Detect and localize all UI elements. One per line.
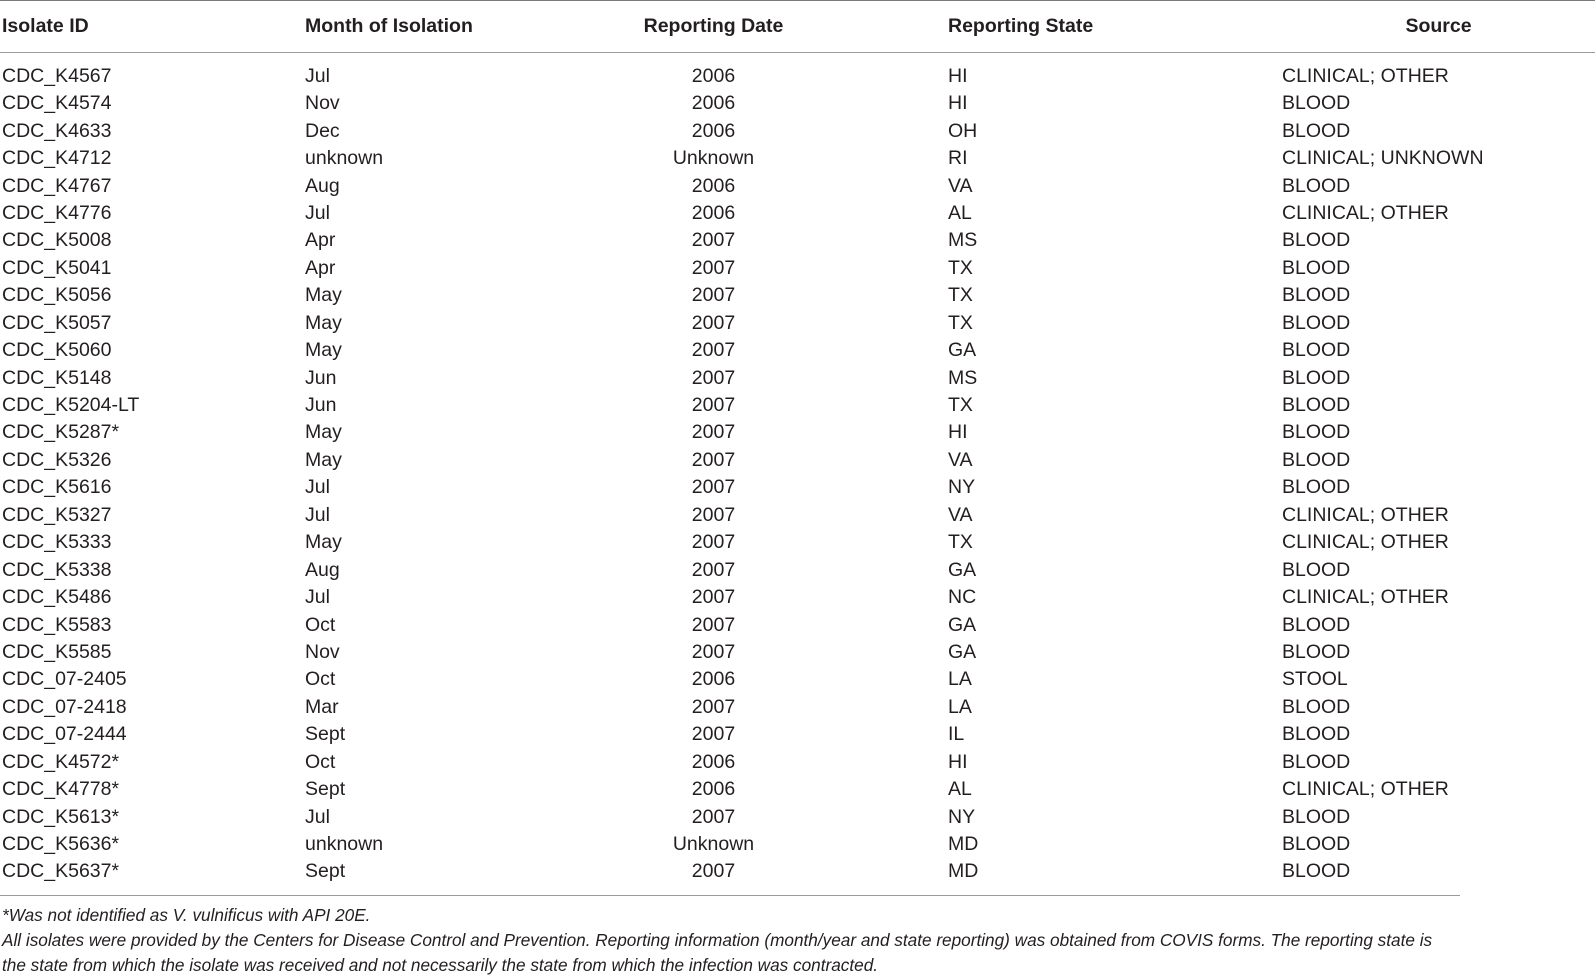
cell-reporting-date: 2007 bbox=[691, 805, 736, 828]
cell-reporting-date: 2007 bbox=[691, 640, 736, 663]
cell-source: BLOOD bbox=[1282, 613, 1351, 636]
cell-month-of-isolation: Apr bbox=[305, 256, 336, 279]
cell-reporting-state: TX bbox=[948, 531, 973, 554]
cell-month-of-isolation: Jul bbox=[305, 476, 330, 499]
cell-isolate-id: CDC_K5057 bbox=[2, 311, 112, 334]
cell-isolate-id: CDC_K5326 bbox=[2, 448, 112, 471]
cell-isolate-id: CDC_K5056 bbox=[2, 284, 112, 307]
cell-reporting-date: 2007 bbox=[691, 695, 736, 718]
table-row bbox=[0, 474, 1595, 501]
cell-month-of-isolation: Nov bbox=[305, 92, 340, 115]
cell-reporting-state: GA bbox=[948, 640, 977, 663]
cell-source: BLOOD bbox=[1282, 284, 1351, 307]
cell-reporting-state: MD bbox=[948, 860, 979, 883]
cell-reporting-date: 2006 bbox=[691, 201, 736, 224]
table-row bbox=[0, 639, 1595, 666]
cell-reporting-state: GA bbox=[948, 613, 977, 636]
cell-month-of-isolation: unknown bbox=[305, 833, 384, 856]
cell-reporting-state: TX bbox=[948, 311, 973, 334]
cell-month-of-isolation: Sept bbox=[305, 860, 346, 883]
cell-isolate-id: CDC_K5613* bbox=[2, 805, 120, 828]
cell-reporting-date: 2007 bbox=[691, 558, 736, 581]
header-reporting-date: Reporting Date bbox=[643, 15, 784, 37]
cell-reporting-date: 2007 bbox=[691, 366, 736, 389]
cell-reporting-state: VA bbox=[948, 448, 973, 471]
cell-source: CLINICAL; OTHER bbox=[1282, 531, 1449, 554]
cell-reporting-state: MD bbox=[948, 833, 979, 856]
cell-reporting-date: 2007 bbox=[691, 503, 736, 526]
cell-reporting-date: 2006 bbox=[691, 65, 736, 87]
cell-source: BLOOD bbox=[1282, 92, 1351, 115]
table-footnotes bbox=[2, 903, 1460, 978]
cell-isolate-id: CDC_K4574 bbox=[2, 92, 112, 115]
cell-reporting-state: HI bbox=[948, 65, 968, 87]
cell-reporting-date: 2007 bbox=[691, 339, 736, 362]
cell-month-of-isolation: Jul bbox=[305, 586, 330, 609]
cell-month-of-isolation: May bbox=[305, 311, 342, 334]
cell-reporting-date: 2007 bbox=[691, 394, 736, 417]
cell-source: CLINICAL; OTHER bbox=[1282, 201, 1449, 224]
table-row bbox=[0, 172, 1595, 199]
table-row bbox=[0, 803, 1595, 830]
cell-reporting-state: LA bbox=[948, 695, 972, 718]
cell-isolate-id: CDC_K5583 bbox=[2, 613, 112, 636]
cell-month-of-isolation: Oct bbox=[305, 613, 336, 636]
table-row bbox=[0, 282, 1595, 309]
cell-isolate-id: CDC_K4567 bbox=[2, 65, 112, 87]
cell-reporting-state: AL bbox=[948, 201, 972, 224]
cell-reporting-date: 2006 bbox=[691, 668, 736, 691]
cell-isolate-id: CDC_K5327 bbox=[2, 503, 112, 526]
cell-isolate-id: CDC_K5008 bbox=[2, 229, 112, 252]
table-row bbox=[0, 255, 1595, 282]
table-row bbox=[0, 364, 1595, 391]
cell-isolate-id: CDC_K5585 bbox=[2, 640, 112, 663]
cell-isolate-id: CDC_K4776 bbox=[2, 201, 112, 224]
cell-reporting-state: NC bbox=[948, 586, 977, 609]
cell-isolate-id: CDC_K4633 bbox=[2, 119, 112, 142]
cell-month-of-isolation: Apr bbox=[305, 229, 336, 252]
cell-reporting-date: 2006 bbox=[691, 174, 736, 197]
cell-reporting-state: IL bbox=[948, 723, 965, 746]
cell-isolate-id: CDC_07-2405 bbox=[2, 668, 127, 691]
cell-source: BLOOD bbox=[1282, 394, 1351, 417]
table-row bbox=[0, 227, 1595, 254]
cell-reporting-state: VA bbox=[948, 503, 973, 526]
cell-source: BLOOD bbox=[1282, 750, 1351, 773]
table-row bbox=[0, 502, 1595, 529]
cell-source: BLOOD bbox=[1282, 119, 1351, 142]
table-row bbox=[0, 310, 1595, 337]
cell-month-of-isolation: May bbox=[305, 421, 342, 444]
cell-source: CLINICAL; OTHER bbox=[1282, 503, 1449, 526]
cell-reporting-date: 2007 bbox=[691, 229, 736, 252]
cell-month-of-isolation: Jul bbox=[305, 805, 330, 828]
cell-source: BLOOD bbox=[1282, 476, 1351, 499]
cell-isolate-id: CDC_K5637* bbox=[2, 860, 120, 883]
table-row bbox=[0, 858, 1595, 894]
cell-isolate-id: CDC_K5287* bbox=[2, 421, 120, 444]
cell-source: BLOOD bbox=[1282, 421, 1351, 444]
table-row bbox=[0, 200, 1595, 227]
cell-month-of-isolation: Oct bbox=[305, 750, 336, 773]
header-row bbox=[0, 1, 1595, 53]
cell-reporting-state: AL bbox=[948, 778, 972, 801]
header-reporting-state: Reporting State bbox=[948, 15, 1094, 37]
cell-source: CLINICAL; UNKNOWN bbox=[1282, 147, 1484, 170]
cell-isolate-id: CDC_K5041 bbox=[2, 256, 112, 279]
table-row bbox=[0, 117, 1595, 144]
cell-reporting-state: HI bbox=[948, 421, 968, 444]
cell-isolate-id: CDC_K5060 bbox=[2, 339, 112, 362]
header-month-of-isolation: Month of Isolation bbox=[305, 15, 473, 37]
cell-month-of-isolation: Nov bbox=[305, 640, 340, 663]
cell-isolate-id: CDC_K5636* bbox=[2, 833, 120, 856]
cell-reporting-date: Unknown bbox=[672, 833, 755, 856]
cell-reporting-date: 2007 bbox=[691, 256, 736, 279]
cell-isolate-id: CDC_07-2418 bbox=[2, 695, 127, 718]
cell-reporting-date: 2006 bbox=[691, 750, 736, 773]
cell-isolate-id: CDC_K5333 bbox=[2, 531, 112, 554]
table-row bbox=[0, 666, 1595, 693]
cell-month-of-isolation: May bbox=[305, 531, 342, 554]
table-row bbox=[0, 584, 1595, 611]
cell-isolate-id: CDC_K4767 bbox=[2, 174, 112, 197]
cell-month-of-isolation: Jul bbox=[305, 503, 330, 526]
cell-reporting-date: 2006 bbox=[691, 119, 736, 142]
cell-source: STOOL bbox=[1282, 668, 1348, 691]
cell-source: BLOOD bbox=[1282, 256, 1351, 279]
cell-reporting-date: 2007 bbox=[691, 421, 736, 444]
cell-isolate-id: CDC_K5204-LT bbox=[2, 394, 140, 417]
cell-reporting-date: 2006 bbox=[691, 92, 736, 115]
cell-source: BLOOD bbox=[1282, 174, 1351, 197]
header-source: Source bbox=[1405, 15, 1472, 37]
table-row bbox=[0, 721, 1595, 748]
cell-source: BLOOD bbox=[1282, 311, 1351, 334]
cell-month-of-isolation: May bbox=[305, 284, 342, 307]
cell-reporting-date: 2007 bbox=[691, 860, 736, 883]
cell-reporting-state: TX bbox=[948, 284, 973, 307]
cell-reporting-date: 2007 bbox=[691, 723, 736, 746]
cell-reporting-date: 2007 bbox=[691, 311, 736, 334]
cell-month-of-isolation: Sept bbox=[305, 723, 346, 746]
table-row bbox=[0, 749, 1595, 776]
cell-reporting-state: MS bbox=[948, 366, 978, 389]
cell-month-of-isolation: Jun bbox=[305, 394, 337, 417]
general-footnote: All isolates were provided by the Centers for Disease Control and Prevention. Reporting information (month/year and state reporting) was obtained from COVIS forms. The reporting state is the state from which the isolate was received and not necessarily the state from which the infection was contracted. bbox=[2, 930, 1433, 975]
cell-reporting-state: RI bbox=[948, 147, 968, 170]
cell-reporting-date: Unknown bbox=[672, 147, 755, 170]
cell-month-of-isolation: Mar bbox=[305, 695, 339, 718]
table-row bbox=[0, 337, 1595, 364]
cell-month-of-isolation: Jul bbox=[305, 201, 330, 224]
cell-month-of-isolation: unknown bbox=[305, 147, 384, 170]
cell-reporting-date: 2007 bbox=[691, 476, 736, 499]
cell-reporting-state: LA bbox=[948, 668, 972, 691]
cell-source: BLOOD bbox=[1282, 558, 1351, 581]
cell-reporting-state: TX bbox=[948, 256, 973, 279]
cell-reporting-date: 2006 bbox=[691, 778, 736, 801]
cell-reporting-date: 2007 bbox=[691, 284, 736, 307]
cell-reporting-date: 2007 bbox=[691, 448, 736, 471]
cell-month-of-isolation: Dec bbox=[305, 119, 340, 142]
cell-source: BLOOD bbox=[1282, 833, 1351, 856]
table-bottom-rule bbox=[0, 895, 1460, 896]
cell-reporting-state: TX bbox=[948, 394, 973, 417]
cell-isolate-id: CDC_07-2444 bbox=[2, 723, 127, 746]
table-row bbox=[0, 694, 1595, 721]
cell-isolate-id: CDC_K5486 bbox=[2, 586, 112, 609]
cell-source: BLOOD bbox=[1282, 448, 1351, 471]
cell-month-of-isolation: Jun bbox=[305, 366, 337, 389]
cell-isolate-id: CDC_K5616 bbox=[2, 476, 112, 499]
table-row bbox=[0, 556, 1595, 583]
cell-reporting-state: VA bbox=[948, 174, 973, 197]
table-row bbox=[0, 53, 1595, 91]
cell-month-of-isolation: Aug bbox=[305, 174, 340, 197]
table-row bbox=[0, 529, 1595, 556]
table-row bbox=[0, 145, 1595, 172]
cell-source: BLOOD bbox=[1282, 366, 1351, 389]
cell-reporting-state: GA bbox=[948, 558, 977, 581]
asterisk-footnote: *Was not identified as V. vulnificus with API 20E. bbox=[2, 905, 371, 925]
cell-source: BLOOD bbox=[1282, 640, 1351, 663]
cell-isolate-id: CDC_K4572* bbox=[2, 750, 120, 773]
cell-isolate-id: CDC_K5338 bbox=[2, 558, 112, 581]
table-header bbox=[0, 1, 1595, 53]
cell-source: BLOOD bbox=[1282, 723, 1351, 746]
table-row bbox=[0, 611, 1595, 638]
cell-month-of-isolation: Jul bbox=[305, 65, 330, 87]
cell-reporting-date: 2007 bbox=[691, 531, 736, 554]
cell-reporting-state: GA bbox=[948, 339, 977, 362]
cell-isolate-id: CDC_K5148 bbox=[2, 366, 112, 389]
cell-isolate-id: CDC_K4778* bbox=[2, 778, 120, 801]
cell-reporting-state: HI bbox=[948, 92, 968, 115]
cell-month-of-isolation: Aug bbox=[305, 558, 340, 581]
cell-source: BLOOD bbox=[1282, 339, 1351, 362]
cell-month-of-isolation: Oct bbox=[305, 668, 336, 691]
cell-reporting-state: NY bbox=[948, 805, 976, 828]
cell-source: CLINICAL; OTHER bbox=[1282, 65, 1449, 87]
header-isolate-id: Isolate ID bbox=[2, 15, 89, 37]
cell-reporting-state: MS bbox=[948, 229, 978, 252]
cell-source: BLOOD bbox=[1282, 229, 1351, 252]
cell-source: BLOOD bbox=[1282, 805, 1351, 828]
cell-month-of-isolation: May bbox=[305, 448, 342, 471]
table-row bbox=[0, 419, 1595, 446]
table-row bbox=[0, 831, 1595, 858]
cell-reporting-date: 2007 bbox=[691, 613, 736, 636]
table-row bbox=[0, 90, 1595, 117]
cell-reporting-date: 2007 bbox=[691, 586, 736, 609]
cell-month-of-isolation: Sept bbox=[305, 778, 346, 801]
cell-reporting-state: HI bbox=[948, 750, 968, 773]
table-row bbox=[0, 776, 1595, 803]
cell-source: CLINICAL; OTHER bbox=[1282, 778, 1449, 801]
cell-reporting-state: NY bbox=[948, 476, 976, 499]
cell-month-of-isolation: May bbox=[305, 339, 342, 362]
cell-source: BLOOD bbox=[1282, 860, 1351, 883]
table-row bbox=[0, 447, 1595, 474]
cell-reporting-state: OH bbox=[948, 119, 978, 142]
cell-source: CLINICAL; OTHER bbox=[1282, 586, 1449, 609]
cell-source: BLOOD bbox=[1282, 695, 1351, 718]
table-body bbox=[0, 53, 1595, 895]
table-row bbox=[0, 392, 1595, 419]
cell-isolate-id: CDC_K4712 bbox=[2, 147, 112, 170]
